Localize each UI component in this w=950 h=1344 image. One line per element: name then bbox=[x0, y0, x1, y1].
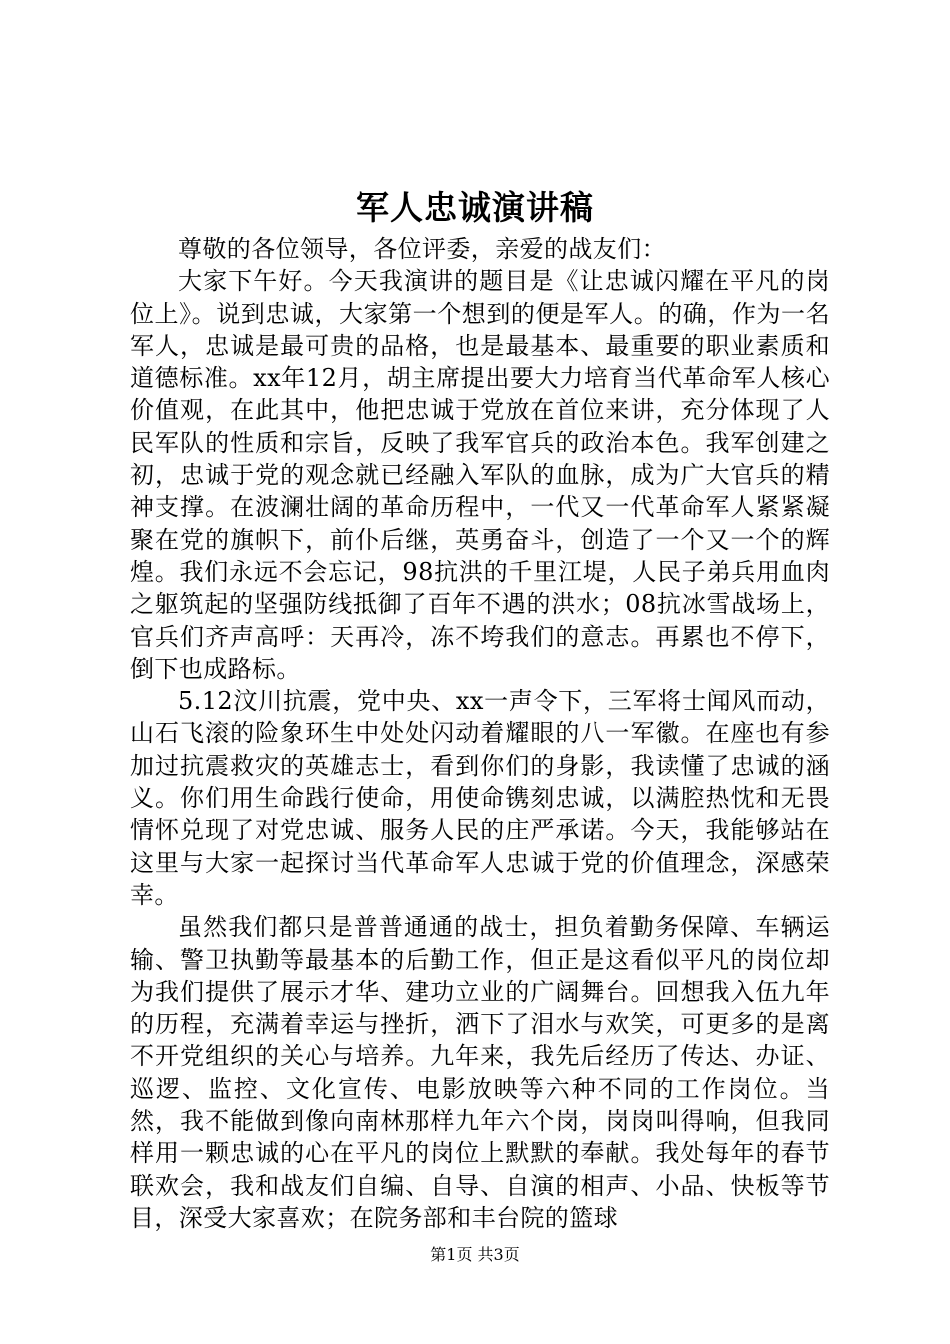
document-body bbox=[130, 233, 830, 1234]
body-paragraph: 5.12汶川抗震，党中央、xx一声令下，三军将士闻风而动，山石飞滚的险象环生中处处闪动着耀眼的八一军徽。在座也有参加过抗震救灾的英雄志士，看到你们的身影，我读懂了忠诚的涵义。你们用生命践行使命，用使命镌刻忠诚，以满腔热忱和无畏情怀兑现了对党忠诚、服务人民的庄严承诺。今天，我能够站在这里与大家一起探讨当代革命军人忠诚于党的价值理念，深感荣幸。 bbox=[130, 687, 830, 909]
body-paragraph: 大家下午好。今天我演讲的题目是《让忠诚闪耀在平凡的岗位上》。说到忠诚，大家第一个想到的便是军人。的确，作为一名军人，忠诚是最可贵的品格，也是最基本、最重要的职业素质和道德标准。xx年12月，胡主席提出要大力培育当代革命军人核心价值观，在此其中，他把忠诚于党放在首位来讲，充分体现了人民军队的性质和宗旨，反映了我军官兵的政治本色。我军创建之初，忠诚于党的观念就已经融入军队的血脉，成为广大官兵的精神支撑。在波澜壮阔的革命历程中，一代又一代革命军人紧紧凝聚在党的旗帜下，前仆后继，英勇奋斗，创造了一个又一个的辉煌。我们永远不会忘记，98抗洪的千里江堤，人民子弟兵用血肉之躯筑起的坚强防线抵御了百年不遇的洪水；08抗冰雪战场上，官兵们齐声高呼：天再冷，冻不垮我们的意志。再累也不停下，倒下也成路标。 bbox=[130, 267, 830, 683]
salutation-paragraph: 尊敬的各位领导，各位评委，亲爱的战友们： bbox=[178, 235, 666, 263]
document-title: 军人忠诚演讲稿 bbox=[356, 188, 594, 227]
page-number-footer: 第1页 共3页 bbox=[430, 1245, 520, 1264]
body-paragraph: 虽然我们都只是普普通通的战士，担负着勤务保障、车辆运输、警卫执勤等最基本的后勤工作，但正是这看似平凡的岗位却为我们提供了展示才华、建功立业的广阔舞台。回想我入伍九年的历程，充满着幸运与挫折，洒下了泪水与欢笑，可更多的是离不开党组织的关心与培养。九年来，我先后经历了传达、办证、巡逻、监控、文化宣传、电影放映等六种不同的工作岗位。当然，我不能做到像向南林那样九年六个岗，岗岗叫得响，但我同样用一颗忠诚的心在平凡的岗位上默默的奉献。我处每年的春节联欢会，我和战友们自编、自导、自演的相声、小品、快板等节目，深受大家喜欢；在院务部和丰台院的篮球 bbox=[130, 913, 830, 1232]
